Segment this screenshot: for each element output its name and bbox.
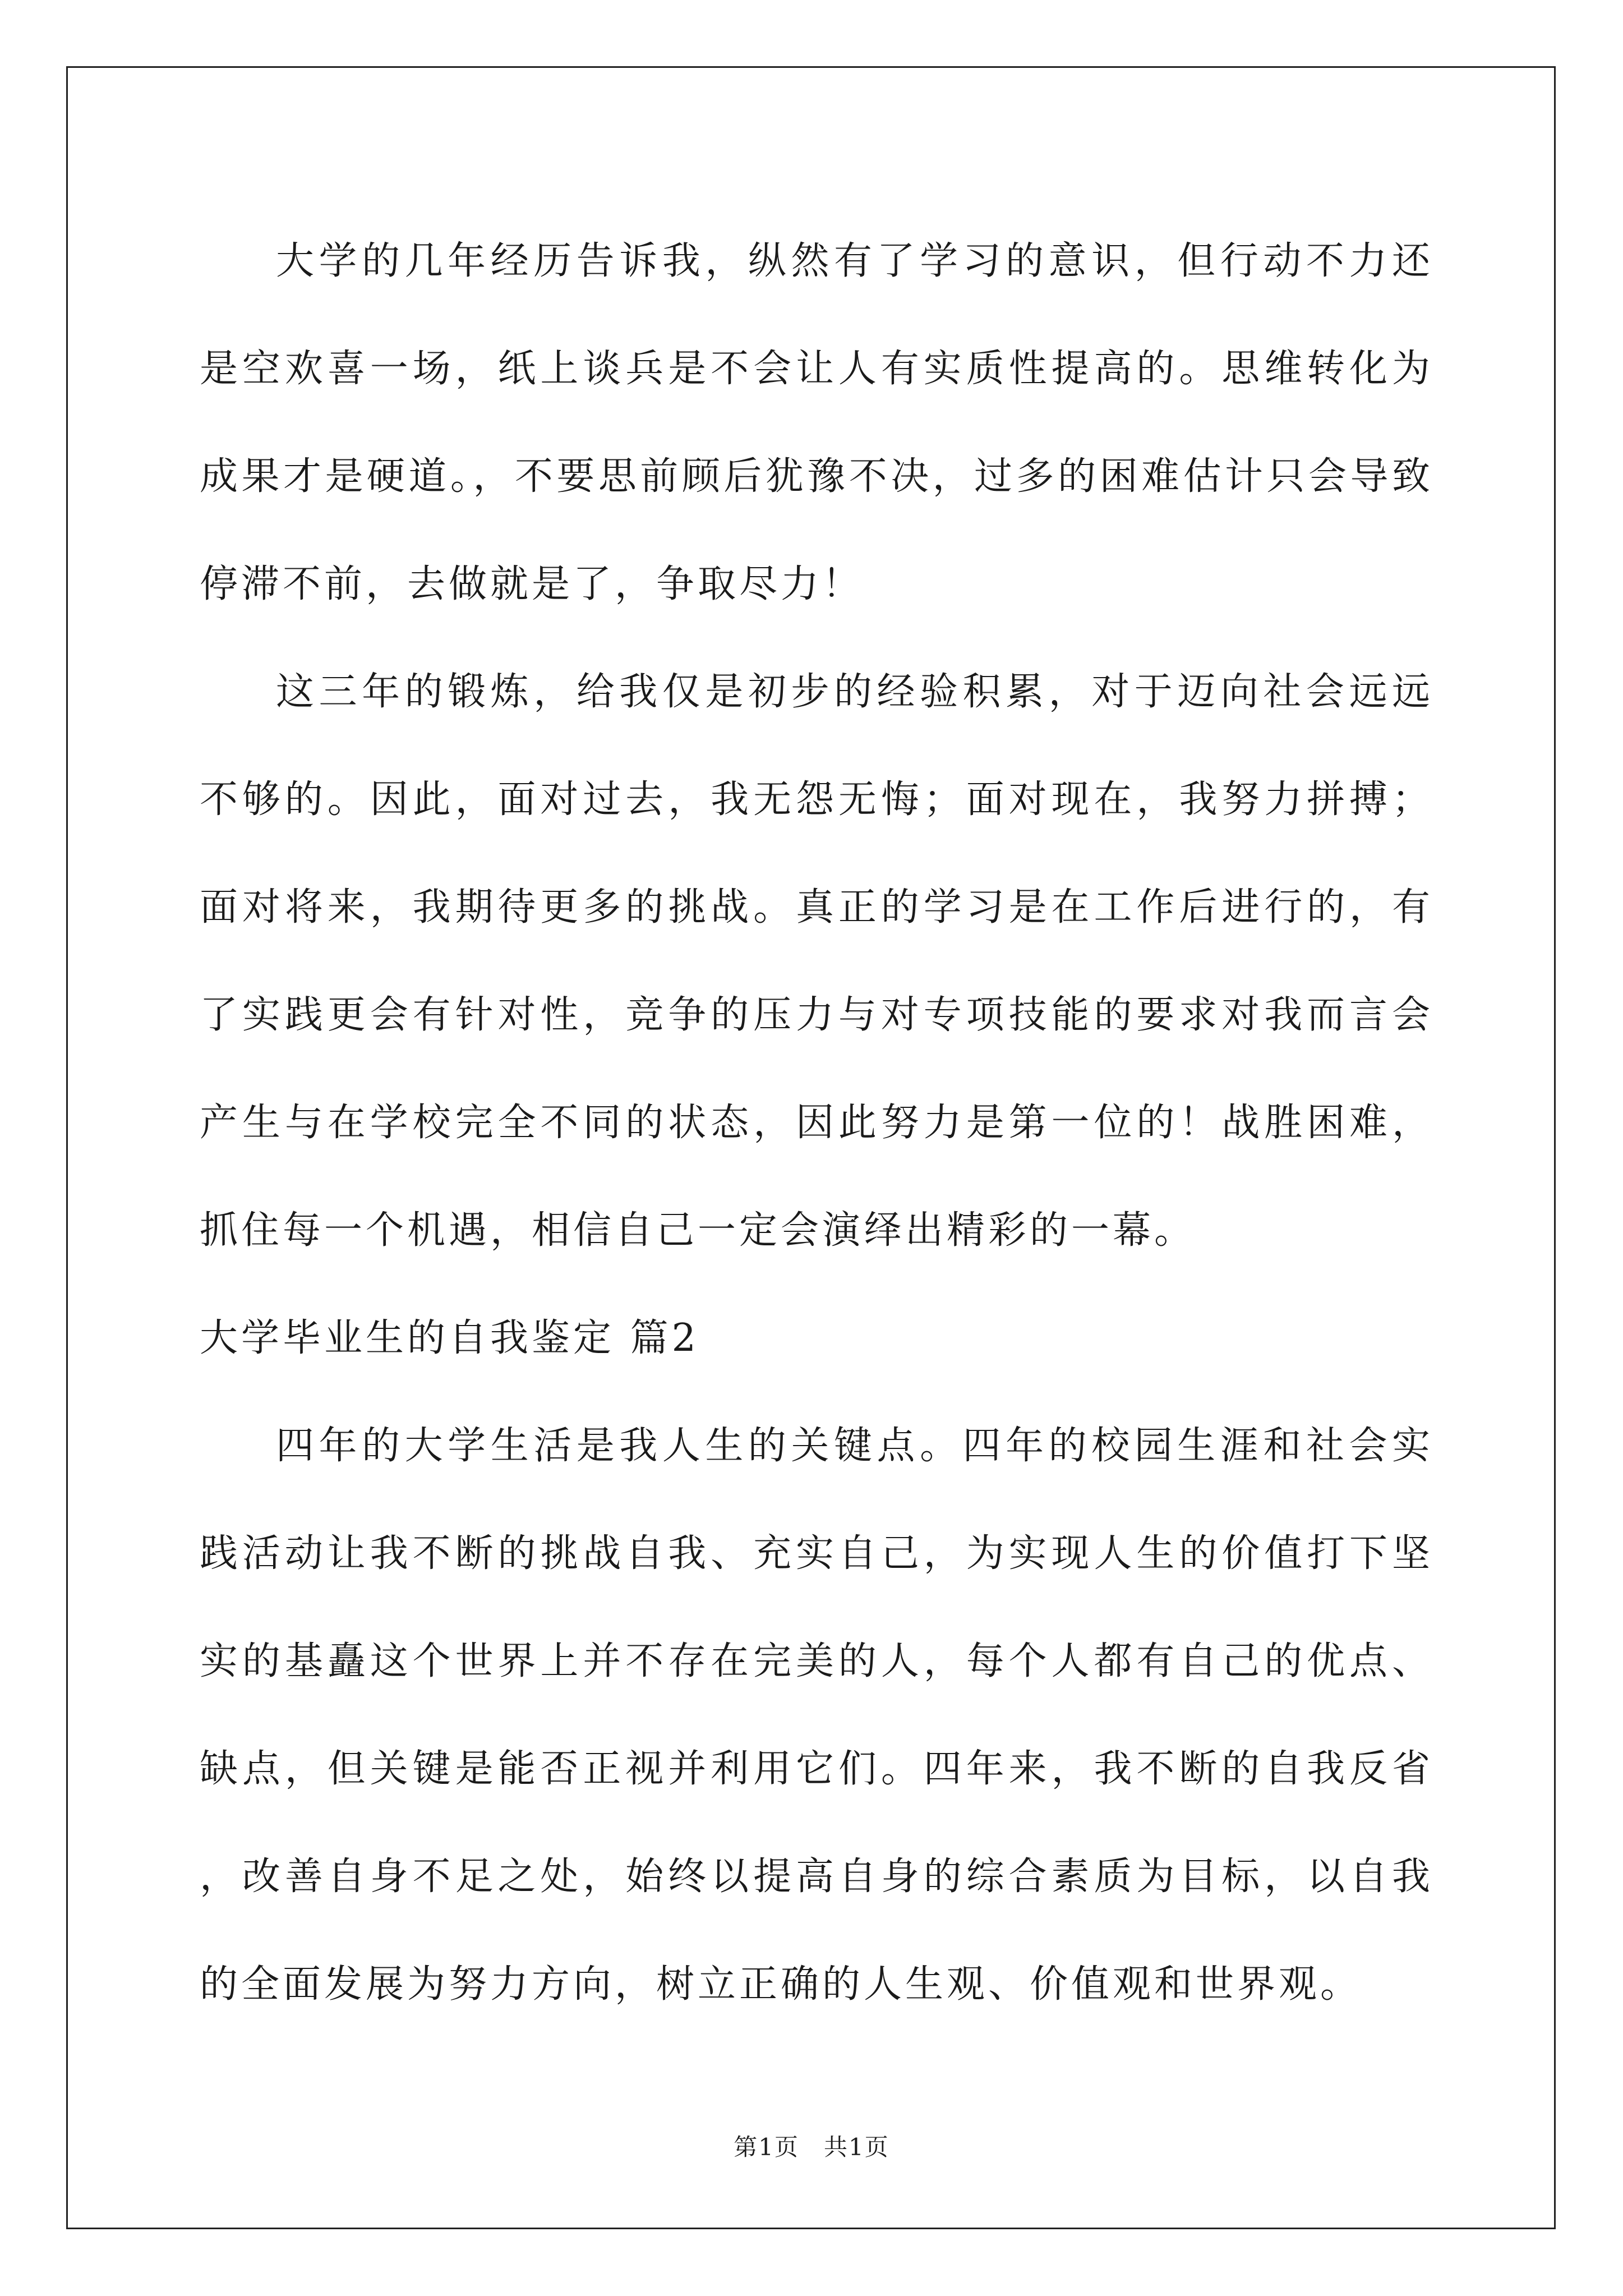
page-total: 共1页 xyxy=(824,2133,889,2161)
paragraph-1: 大学的几年经历告诉我，纵然有了学习的意识，但行动不力还是空欢喜一场，纸上谈兵是不会让人有实质性提高的。思维转化为成果才是硬道。，不要思前顾后犹豫不决，过多的困难估计只会导致停滞不前，去做就是了，争取尽力！ xyxy=(200,239,1433,606)
document-body xyxy=(200,208,1433,2039)
paragraph-2: 这三年的锻炼，给我仅是初步的经验积累，对于迈向社会远远不够的。因此，面对过去，我无怨无悔；面对现在，我努力拼搏；面对将来，我期待更多的挑战。真正的学习是在工作后进行的，有了实践更会有针对性，竞争的压力与对专项技能的要求对我而言会产生与在学校完全不同的状态，因此努力是第一位的！战胜困难，抓住每一个机遇，相信自己一定会演绎出精彩的一幕。 xyxy=(200,670,1433,1253)
page-footer xyxy=(0,2131,1623,2164)
paragraph-3: 四年的大学生活是我人生的关键点。四年的校园生涯和社会实践活动让我不断的挑战自我、充实自己，为实现人生的价值打下坚实的基矗这个世界上并不存在完美的人，每个人都有自己的优点、缺点，但关键是能否正视并利用它们。四年来，我不断的自我反省，改善自身不足之处，始终以提高自身的综合素质为目标，以自我的全面发展为努力方向，树立正确的人生观、价值观和世界观。 xyxy=(200,1424,1433,2007)
page-number: 第1页 xyxy=(734,2133,799,2161)
section-heading: 大学毕业生的自我鉴定 篇2 xyxy=(200,1316,699,1360)
